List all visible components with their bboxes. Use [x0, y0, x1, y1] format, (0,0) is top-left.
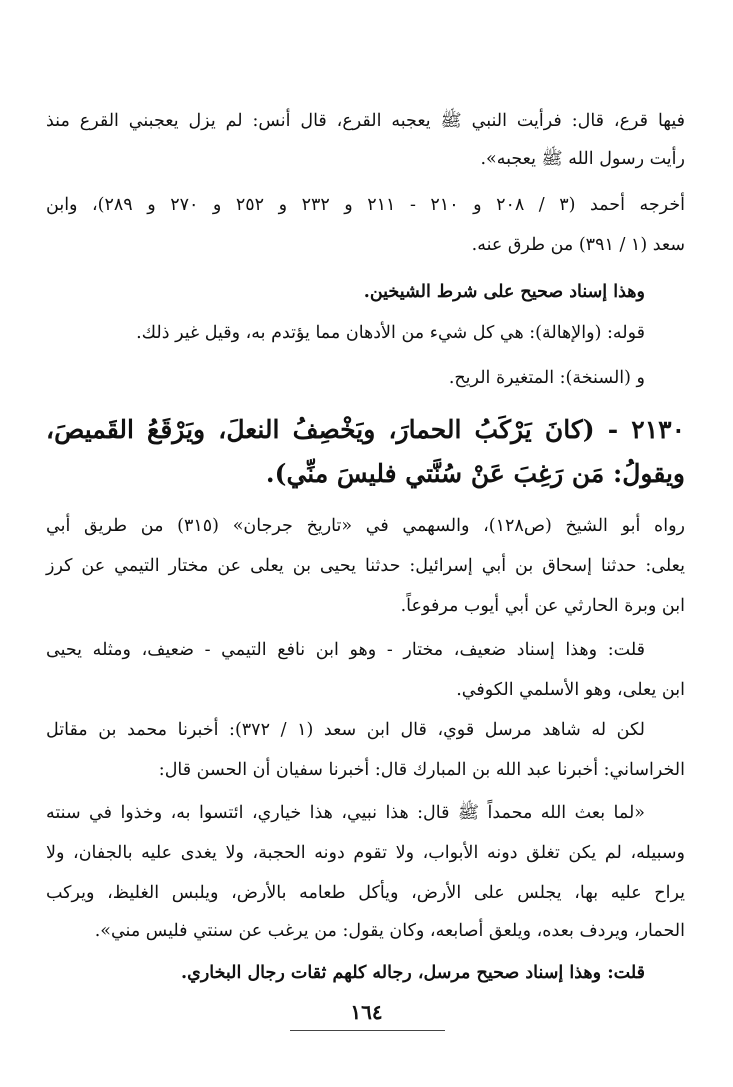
- page-number: ١٦٤: [350, 1000, 383, 1024]
- text-line: فيها قرع، قال: فرأيت النبي ﷺ يعجبه القرع، قال أنس: لم يزل يعجبني القرع منذ: [46, 111, 685, 131]
- hadith-heading: ٢١٣٠ - (كانَ يَرْكَبُ الحمارَ، ويَخْصِفُ النعلَ، ويَرْقَعُ القَميصَ،: [46, 415, 685, 444]
- text-line: رواه أبو الشيخ (ص١٢٨)، والسهمي في «تاريخ جرجان» (٣١٥) من طريق أبي: [46, 516, 685, 536]
- text-line: ابن يعلى، وهو الأسلمي الكوفي.: [456, 680, 685, 700]
- footer-divider: [290, 1030, 445, 1031]
- verdict-line: قلت: وهذا إسناد صحيح مرسل، رجاله كلهم ثقات رجال البخاري.: [181, 963, 645, 983]
- text-line: سعد (١ / ٣٩١) من طرق عنه.: [471, 235, 685, 255]
- quote-line: «لما بعث الله محمداً ﷺ قال: هذا نبيي، هذا خياري، ائتسوا به، وخذوا في سنته: [46, 803, 645, 823]
- text-line: لكن له شاهد مرسل قوي، قال ابن سعد (١ / ٣٧٢): أخبرنا محمد بن مقاتل: [46, 720, 645, 740]
- text-line: قلت: وهذا إسناد ضعيف، مختار - وهو ابن نافع التيمي - ضعيف، ومثله يحيى: [46, 640, 645, 660]
- hadith-heading: ويقولُ: مَن رَغِبَ عَنْ سُنَّتي فليسَ منِّي).: [265, 459, 685, 488]
- text-line: الخراساني: أخبرنا عبد الله بن المبارك قال: أخبرنا سفيان أن الحسن قال:: [158, 760, 685, 780]
- text-line: قوله: (والإهالة): هي كل شيء من الأدهان مما يؤتدم به، وقيل غير ذلك.: [136, 323, 645, 343]
- quote-line: وسبيله، لم يكن تغلق دونه الأبواب، ولا تقوم دونه الحجبة، ولا يغدى عليه بالجفان، ولا: [46, 843, 685, 863]
- text-line: و (السنخة): المتغيرة الريح.: [448, 368, 645, 388]
- verdict-line: وهذا إسناد صحيح على شرط الشيخين.: [363, 282, 645, 302]
- text-line: يعلى: حدثنا إسحاق بن أبي إسرائيل: حدثنا يحيى بن يعلى عن مختار التيمي عن كرز: [46, 556, 685, 576]
- quote-line: يراح عليه بها، يجلس على الأرض، ويأكل طعامه بالأرض، ويلبس الغليظ، ويركب: [46, 883, 685, 903]
- quote-line: الحمار، ويردف بعده، ويلعق أصابعه، وكان يقول: من يرغب عن سنتي فليس مني».: [94, 921, 685, 941]
- text-line: أخرجه أحمد (٣ / ٢٠٨ و ٢١٠ - ٢١١ و ٢٣٢ و ٢٥٢ و ٢٧٠ و ٢٨٩)، وابن: [46, 195, 686, 215]
- text-line: رأيت رسول الله ﷺ يعجبه».: [480, 149, 685, 169]
- text-line: ابن وبرة الحارثي عن أبي أيوب مرفوعاً.: [400, 596, 685, 616]
